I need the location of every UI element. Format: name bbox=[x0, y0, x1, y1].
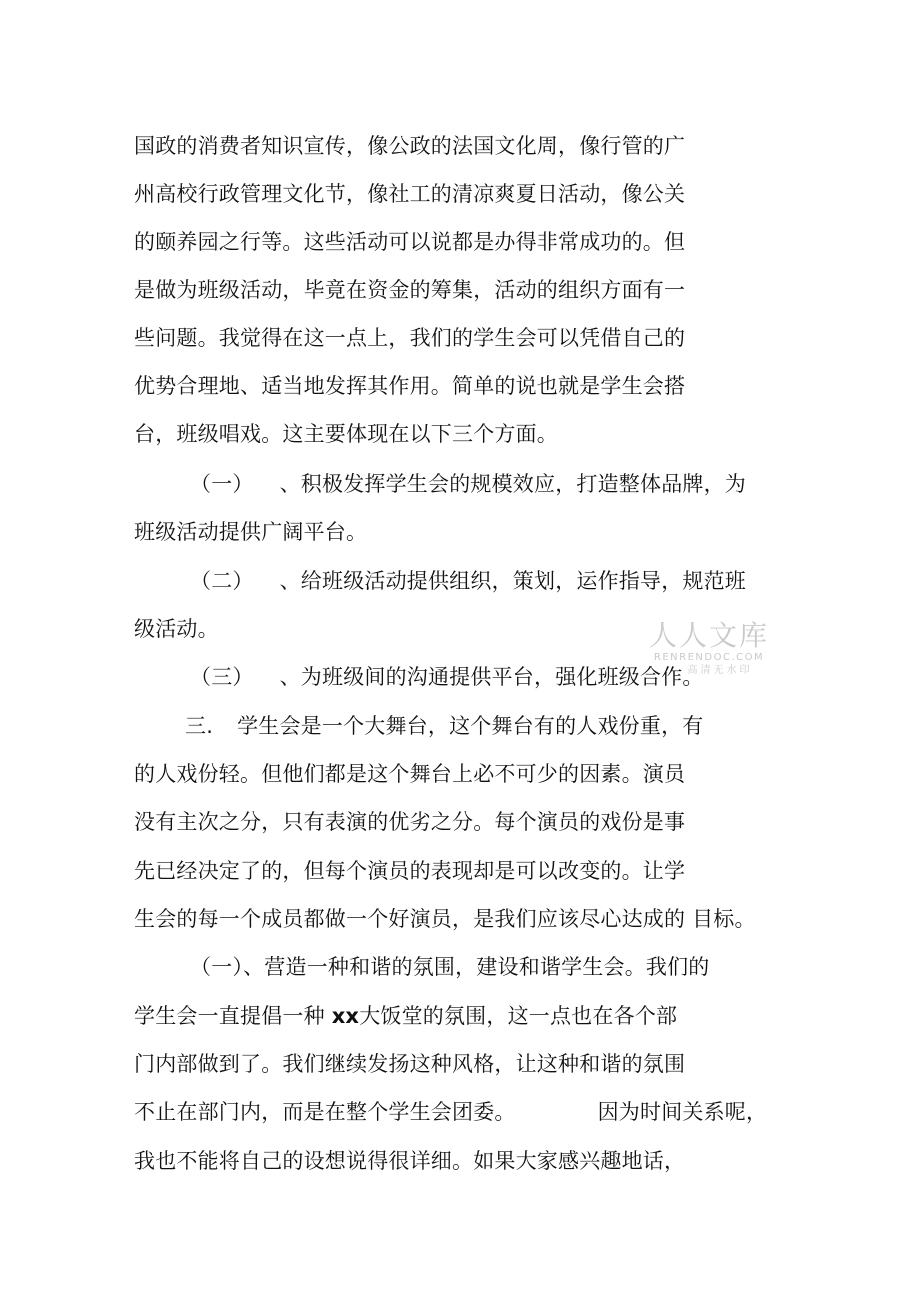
list-item bbox=[190, 470, 746, 498]
list-item-number: （一） bbox=[190, 472, 254, 496]
list-item-number: （一） bbox=[190, 955, 244, 979]
body-text: 学生会一直提倡一种 bbox=[134, 1004, 332, 1028]
list-item-text: 、营造一种和谐的氛围，建设和谐学生会。我们的 bbox=[243, 955, 710, 979]
watermark-subtitle: 高清无水印 bbox=[687, 665, 753, 676]
list-item bbox=[190, 567, 746, 595]
list-item-text: 、给班级活动提供组织，策划，运作指导，规范班 bbox=[279, 569, 747, 593]
body-line: 班级活动提供广阔平台。 bbox=[134, 520, 368, 544]
placeholder-xx: xx bbox=[331, 1004, 360, 1028]
list-item-text: 、为班级间的沟通提供平台，强化班级合作。 bbox=[279, 665, 704, 689]
section-number: 三. bbox=[185, 714, 214, 738]
watermark-url: RENRENDOC.COM bbox=[653, 652, 765, 663]
body-line bbox=[134, 1098, 767, 1126]
body-line: 生会的每一个成员都做一个好演员，是我们应该尽心达成的 目标。 bbox=[134, 907, 756, 931]
list-item-text: 、积极发挥学生会的规模效应，打造整体品牌，为 bbox=[279, 472, 747, 496]
body-line: 国政的消费者知识宣传，像公政的法国文化周，像行管的广 bbox=[134, 134, 686, 158]
list-item-number: （三） bbox=[190, 665, 254, 689]
body-text: 不止在部门内，而是在整个学生会团委。 bbox=[134, 1100, 516, 1124]
body-line: 的颐养园之行等。这些活动可以说都是办得非常成功的。但 bbox=[134, 230, 686, 254]
body-line bbox=[134, 1002, 677, 1030]
watermark bbox=[646, 620, 772, 677]
body-line: 门内部做到了。我们继续发扬这种风格，让这种和谐的氛围 bbox=[134, 1052, 686, 1076]
body-line: 级活动。 bbox=[134, 617, 219, 641]
section-heading bbox=[185, 712, 703, 740]
body-line: 先已经决定了的，但每个演员的表现却是可以改变的。让学 bbox=[134, 859, 686, 883]
section-text: 学生会是一个大舞台，这个舞台有的人戏份重，有 bbox=[237, 714, 704, 738]
list-item bbox=[190, 663, 704, 691]
body-text: 因为时间关系呢， bbox=[597, 1100, 768, 1124]
list-item bbox=[190, 953, 710, 981]
watermark-title: 人人文库 bbox=[648, 619, 769, 652]
list-item-number: （二） bbox=[190, 569, 254, 593]
body-line: 没有主次之分，只有表演的优劣之分。每个演员的戏份是事 bbox=[134, 810, 686, 834]
body-line: 是做为班级活动，毕竟在资金的筹集，活动的组织方面有一 bbox=[134, 278, 686, 302]
body-text: 大饭堂的氛围，这一点也在各个部 bbox=[359, 1004, 678, 1028]
body-line: 台，班级唱戏。这主要体现在以下三个方面。 bbox=[134, 422, 558, 446]
body-line: 些问题。我觉得在这一点上，我们的学生会可以凭借自己的 bbox=[134, 326, 686, 350]
body-line: 州高校行政管理文化节，像社工的清凉爽夏日活动，像公关 bbox=[134, 182, 686, 206]
body-line: 优势合理地、适当地发挥其作用。简单的说也就是学生会搭 bbox=[134, 374, 686, 398]
body-line: 的人戏份轻。但他们都是这个舞台上必不可少的因素。演员 bbox=[134, 762, 686, 786]
body-line: 我也不能将自己的设想说得很详细。如果大家感兴趣地话， bbox=[134, 1149, 686, 1173]
